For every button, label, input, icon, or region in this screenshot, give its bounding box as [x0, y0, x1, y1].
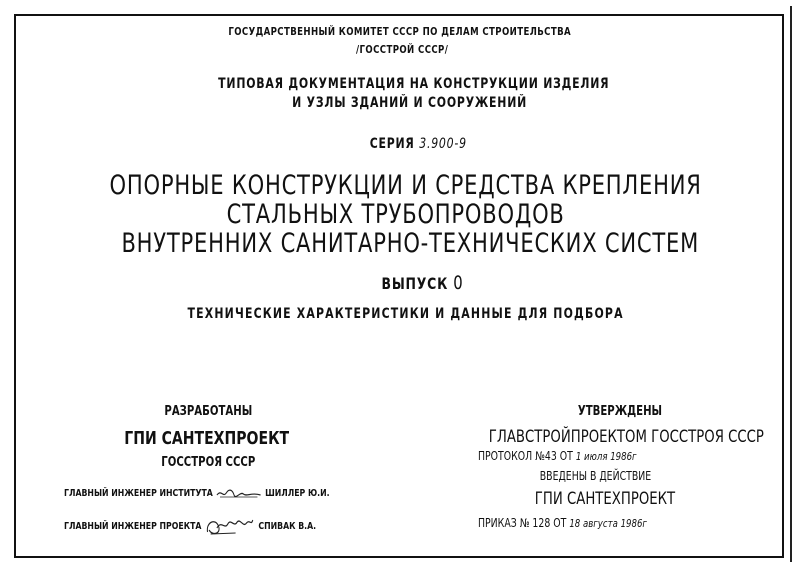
- approved-org: ГЛАВСТРОЙПРОЕКТОМ ГОССТРОЯ СССР: [488, 427, 764, 447]
- chief-institute-name: ШИЛЛЕР Ю.И.: [265, 488, 330, 499]
- chief-project-row: [64, 514, 387, 538]
- protocol-row: [478, 449, 681, 463]
- order-text: ПРИКАЗ № 128 ОТ: [478, 516, 567, 530]
- title-line-2: СТАЛЬНЫХ ТРУБОПРОВОДОВ: [226, 199, 565, 230]
- signature-spivak: [204, 514, 255, 538]
- gosstroy-line: /ГОССТРОЙ СССР/: [355, 43, 449, 56]
- developed-heading: РАЗРАБОТАНЫ: [164, 404, 252, 419]
- chief-project-label: ГЛАВНЫЙ ИНЖЕНЕР ПРОЕКТА: [64, 521, 202, 532]
- enacted-text: ВВЕДЕНЫ В ДЕЙСТВИЕ: [539, 469, 651, 483]
- typical-doc-line-2: И УЗЛЫ ЗДАНИЙ И СООРУЖЕНИЙ: [292, 95, 528, 111]
- title-line-3: ВНУТРЕННИХ САНИТАРНО-ТЕХНИЧЕСКИХ СИСТЕМ: [121, 228, 699, 259]
- developed-ministry: ГОССТРОЯ СССР: [160, 455, 256, 470]
- chief-institute-row: [64, 486, 404, 500]
- issue-number: 0: [452, 272, 463, 294]
- title-line-1: ОПОРНЫЕ КОНСТРУКЦИИ И СРЕДСТВА КРЕПЛЕНИЯ: [109, 170, 703, 201]
- issue-line: [22, 272, 800, 294]
- series-label: СЕРИЯ: [369, 136, 415, 152]
- order-date: 18 августа 1986г: [569, 517, 647, 530]
- protocol-date: 1 июля 1986г: [575, 450, 637, 463]
- order-row: [478, 516, 695, 530]
- chief-project-name: СПИВАК В.А.: [258, 521, 317, 532]
- chief-institute-label: ГЛАВНЫЙ ИНЖЕНЕР ИНСТИТУТА: [64, 488, 213, 499]
- enacting-org: ГПИ САНТЕХПРОЕКТ: [534, 489, 676, 509]
- approved-heading: УТВЕРЖДЕНЫ: [577, 404, 663, 419]
- series-line: [18, 136, 800, 152]
- protocol-text: ПРОТОКОЛ №43 ОТ: [478, 449, 573, 463]
- signature-shiller: [216, 486, 263, 500]
- developed-org: ГПИ САНТЕХПРОЕКТ: [124, 428, 290, 449]
- series-number: 3.900-9: [418, 136, 467, 152]
- committee-line: ГОСУДАРСТВЕННЫЙ КОМИТЕТ СССР ПО ДЕЛАМ СТРОИТЕЛЬСТВА: [228, 25, 572, 38]
- issue-label: ВЫПУСК: [381, 274, 448, 293]
- subtitle: ТЕХНИЧЕСКИЕ ХАРАКТЕРИСТИКИ И ДАННЫЕ ДЛЯ ПОДБОРА: [187, 306, 625, 322]
- typical-doc-line-1: ТИПОВАЯ ДОКУМЕНТАЦИЯ НА КОНСТРУКЦИИ ИЗДЕЛИЯ: [218, 76, 610, 92]
